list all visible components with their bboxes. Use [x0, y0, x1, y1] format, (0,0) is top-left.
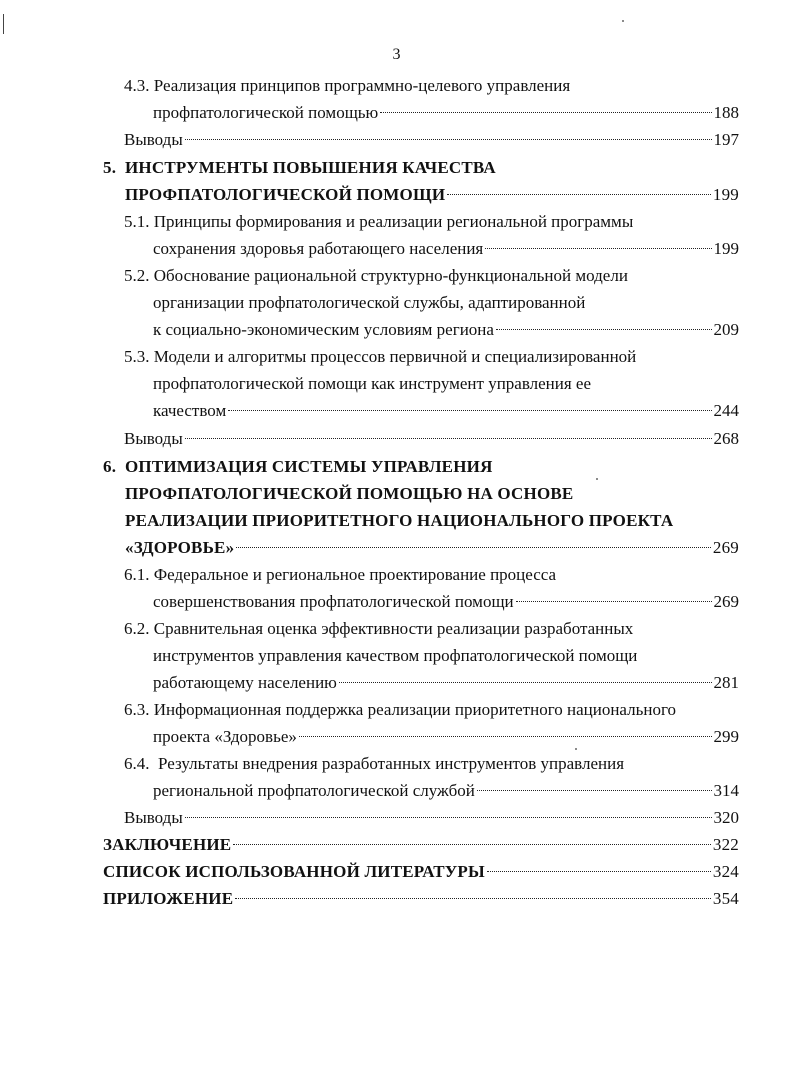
dot-leader: [185, 139, 712, 140]
toc-chapter-line: [125, 536, 739, 560]
dot-leader: [233, 844, 711, 845]
toc-line: [153, 590, 739, 614]
toc-entry-text: ОПТИМИЗАЦИЯ СИСТЕМЫ УПРАВЛЕНИЯ: [125, 457, 493, 476]
dot-leader: [485, 248, 711, 249]
toc-line: [153, 318, 739, 342]
toc-entry-text: «ЗДОРОВЬЕ»: [125, 538, 235, 557]
toc-entry-text: РЕАЛИЗАЦИИ ПРИОРИТЕТНОГО НАЦИОНАЛЬНОГО ПРОЕКТА: [125, 511, 674, 530]
toc-line: [124, 128, 739, 152]
toc-entry-text: ПРОФПАТОЛОГИЧЕСКОЙ ПОМОЩИ: [125, 185, 446, 204]
toc-page-number: 268: [713, 429, 739, 448]
toc-chapter-line: [103, 887, 739, 911]
toc-line: [124, 264, 744, 288]
toc-entry-text: работающему населению: [153, 673, 337, 692]
dot-leader: [236, 547, 711, 548]
dot-leader: [516, 601, 712, 602]
toc-entry-text: проекта «Здоровье»: [153, 727, 297, 746]
toc-chapter-line: [103, 833, 739, 857]
toc-line: [153, 644, 743, 668]
toc-entry-text: Выводы: [124, 429, 183, 448]
toc-line: [153, 101, 739, 125]
toc-chapter-line: [125, 482, 743, 506]
toc-entry-text: 5.2. Обоснование рациональной структурно-функциональной модели: [124, 266, 628, 285]
page-number: 3: [392, 46, 401, 63]
toc-entry-text: 5.3. Модели и алгоритмы процессов первичной и специализированной: [124, 347, 637, 366]
toc-entry-text: качеством: [153, 401, 227, 420]
toc-page-number: 209: [713, 320, 739, 339]
dot-leader: [496, 329, 712, 330]
toc-line: [124, 617, 744, 641]
toc-line: [153, 779, 739, 803]
dot-leader: [228, 410, 711, 411]
toc-page-number: 199: [713, 239, 739, 258]
toc-line: [153, 372, 743, 396]
dot-leader: [185, 438, 712, 439]
toc-line: [124, 427, 739, 451]
toc-line: [124, 563, 744, 587]
dot-leader: [185, 817, 712, 818]
toc-page-number: 299: [713, 727, 739, 746]
toc-chapter-line: [103, 156, 743, 180]
toc-entry-text: ПРОФПАТОЛОГИЧЕСКОЙ ПОМОЩЬЮ НА ОСНОВЕ: [125, 484, 574, 503]
toc-entry-text: 5.1. Принципы формирования и реализации региональной программы: [124, 212, 634, 231]
toc-line: [124, 752, 744, 776]
toc-line: [153, 671, 739, 695]
toc-entry-text: 6.1. Федеральное и региональное проектирование процесса: [124, 565, 557, 584]
toc-entry-text: ПРИЛОЖЕНИЕ: [103, 889, 234, 908]
toc-line: [153, 399, 739, 423]
dot-leader: [299, 736, 712, 737]
toc-line: [153, 291, 743, 315]
toc-entry-text: профпатологической помощи как инструмент управления ее: [153, 374, 592, 393]
toc-entry-text: 6.2. Сравнительная оценка эффективности реализации разработанных: [124, 619, 634, 638]
toc-chapter-line: [125, 509, 743, 533]
toc-line: [124, 806, 739, 830]
toc-entry-text: СПИСОК ИСПОЛЬЗОВАННОЙ ЛИТЕРАТУРЫ: [103, 862, 485, 881]
chapter-number: 6.: [103, 457, 117, 476]
scan-speck: [622, 20, 624, 22]
toc-page-number: 320: [713, 808, 739, 827]
toc-page-number: 322: [712, 835, 739, 854]
toc-page-number: 244: [713, 401, 739, 420]
toc-page-number: 354: [712, 889, 739, 908]
toc-entry-text: ЗАКЛЮЧЕНИЕ: [103, 835, 232, 854]
dot-leader: [477, 790, 712, 791]
toc-entry-text: ИНСТРУМЕНТЫ ПОВЫШЕНИЯ КАЧЕСТВА: [125, 158, 496, 177]
toc-line: [124, 698, 744, 722]
dot-leader: [339, 682, 712, 683]
dot-leader: [487, 871, 711, 872]
toc-entry-text: сохранения здоровья работающего населения: [153, 239, 484, 258]
dot-leader: [235, 898, 711, 899]
toc-line: [124, 210, 744, 234]
toc-entry-text: 4.3. Реализация принципов программно-целевого управления: [124, 76, 571, 95]
toc-page-number: 314: [713, 781, 739, 800]
dot-leader: [380, 112, 711, 113]
toc-line: [153, 237, 739, 261]
toc-entry-text: организации профпатологической службы, адаптированной: [153, 293, 586, 312]
toc-entry-text: Выводы: [124, 130, 183, 149]
toc-entry-text: региональной профпатологической службой: [153, 781, 475, 800]
toc-page-number: 269: [713, 592, 739, 611]
dot-leader: [447, 194, 711, 195]
margin-mark: [3, 14, 4, 34]
toc-line: [124, 345, 744, 369]
toc-line: [124, 74, 744, 98]
toc-page-number: 281: [713, 673, 739, 692]
toc-page-number: 324: [712, 862, 739, 881]
toc-entry-text: профпатологической помощью: [153, 103, 379, 122]
toc-line: [153, 725, 739, 749]
toc-page-number: 199: [712, 185, 739, 204]
toc-chapter-line: [103, 860, 739, 884]
toc-chapter-line: [103, 455, 743, 479]
toc-page-number: 188: [713, 103, 739, 122]
toc-chapter-line: [125, 183, 739, 207]
toc-entry-text: инструментов управления качеством профпатологической помощи: [153, 646, 638, 665]
chapter-number: 5.: [103, 158, 117, 177]
toc-entry-text: Выводы: [124, 808, 183, 827]
toc-entry-text: совершенствования профпатологической помощи: [153, 592, 514, 611]
toc-entry-text: 6.3. Информационная поддержка реализации приоритетного национального: [124, 700, 677, 719]
toc-page-number: 197: [713, 130, 739, 149]
toc-page-number: 269: [712, 538, 739, 557]
toc-entry-text: 6.4. Результаты внедрения разработанных инструментов управления: [124, 754, 625, 773]
toc-entry-text: к социально-экономическим условиям региона: [153, 320, 494, 339]
